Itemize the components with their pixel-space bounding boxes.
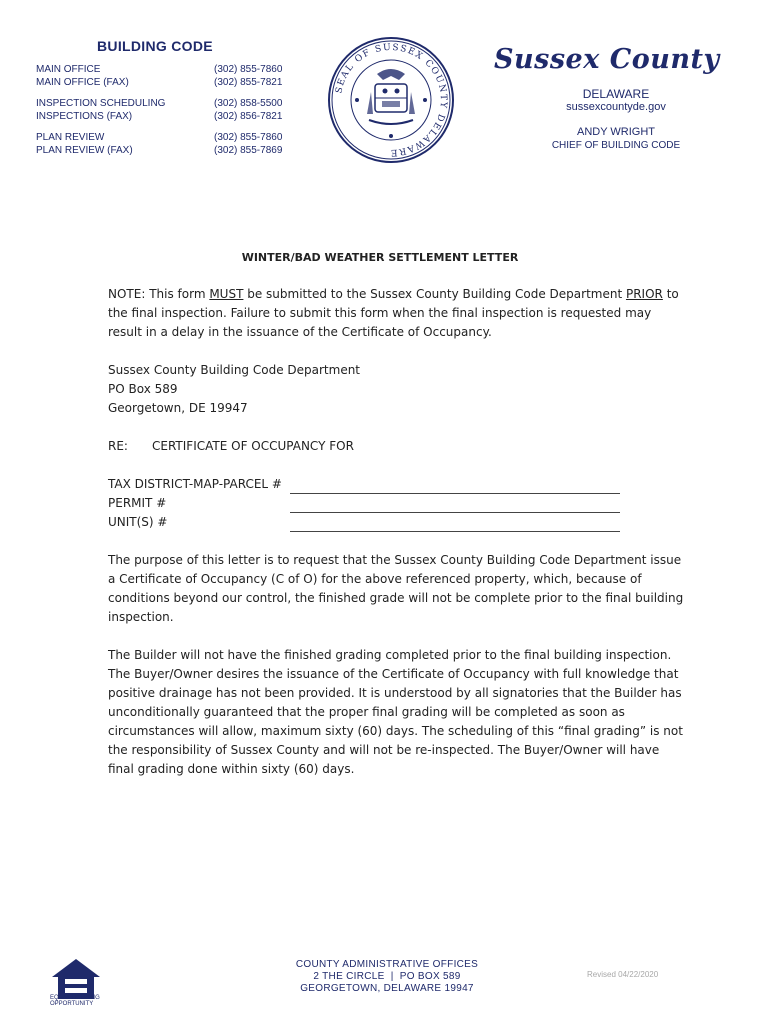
field-tax-parcel <box>108 475 688 494</box>
field-label: PERMIT # <box>108 496 167 510</box>
footer-address <box>270 959 504 995</box>
letter-body <box>108 248 688 798</box>
mailing-address <box>108 361 688 418</box>
address-line: PO Box 589 <box>108 382 178 396</box>
contact-label: MAIN OFFICE <box>36 64 101 75</box>
field-label: UNIT(S) # <box>108 515 168 529</box>
contact-number: (302) 855-7869 <box>214 144 283 156</box>
contact-group-plan-review <box>36 132 286 157</box>
contact-label: MAIN OFFICE (FAX) <box>36 76 129 88</box>
contact-group-main <box>36 64 286 89</box>
note-suffix: to the final inspection. Failure to submit this form when the final inspection is requested may result in a delay in the issuance of the Certificate of Occupancy. <box>108 287 679 339</box>
contact-row <box>36 98 286 111</box>
contact-number: (302) 855-7821 <box>214 76 283 88</box>
field-label: TAX DISTRICT-MAP-PARCEL # <box>108 477 282 491</box>
contact-group-inspections <box>36 98 286 123</box>
county-info <box>536 88 696 152</box>
state-name: DELAWARE <box>582 87 650 101</box>
contact-number: (302) 855-7860 <box>214 64 283 75</box>
property-fields <box>108 475 688 532</box>
builder-paragraph: The Builder will not have the finished grading completed prior to the final building inspection. The Buyer/Owner desires the issuance of the Certificate of Occupancy with full knowledge that positive drainage has not been provided. It is understood by all signatories that the Builder has unconditionally guaranteed that the proper final grading will be completed as soon as circumstances will allow, maximum sixty (60) days. The scheduling of this “final grading” is not the responsibility of Sussex County and will not be re-inspected. The Buyer/Owner will have final grading done within sixty (60) days. <box>108 648 683 776</box>
note-paragraph <box>108 285 688 342</box>
re-line <box>108 437 688 456</box>
county-seal-icon <box>327 36 455 164</box>
contact-row <box>36 111 286 124</box>
field-permit <box>108 494 688 513</box>
tax-parcel-input-line[interactable] <box>290 481 620 494</box>
address-line: Georgetown, DE 19947 <box>108 401 248 415</box>
contact-row <box>36 145 286 158</box>
note-must: MUST <box>209 287 244 301</box>
contact-row <box>36 132 286 145</box>
note-prefix: NOTE: This form <box>108 287 210 301</box>
county-logo-text: Sussex County <box>494 44 720 75</box>
contact-label: INSPECTION SCHEDULING <box>36 98 166 109</box>
equal-housing-text: EQUAL HOUSING OPPORTUNITY <box>50 995 100 1007</box>
official-name: ANDY WRIGHT <box>576 126 656 138</box>
contact-label: PLAN REVIEW <box>36 132 105 143</box>
official-title: CHIEF OF BUILDING CODE <box>551 140 681 151</box>
units-input-line[interactable] <box>290 519 620 532</box>
purpose-paragraph: The purpose of this letter is to request that the Sussex County Building Code Department issue a Certificate of Occupancy (C of O) for the above referenced property, which, because of conditions beyond our control, the finished grade will not be complete prior to the final building inspection. <box>108 553 684 624</box>
footer-line: GEORGETOWN, DELAWARE 19947 <box>300 983 474 994</box>
field-units <box>108 513 688 532</box>
contact-label: INSPECTIONS (FAX) <box>36 110 133 122</box>
re-text: CERTIFICATE OF OCCUPANCY FOR <box>152 439 354 453</box>
footer-line: 2 THE CIRCLE | PO BOX 589 <box>313 971 461 982</box>
contact-list <box>36 64 286 166</box>
contact-number: (302) 855-7860 <box>214 132 283 143</box>
contact-number: (302) 856-7821 <box>214 110 283 122</box>
re-label: RE: <box>108 439 128 453</box>
contact-number: (302) 858-5500 <box>214 98 283 109</box>
contact-row <box>36 77 286 90</box>
revision-date: Revised 04/22/2020 <box>587 970 659 979</box>
contact-label: PLAN REVIEW (FAX) <box>36 144 133 156</box>
seal-text: SEAL OF SUSSEX COUNTY DELAWARE <box>334 42 449 158</box>
department-title: BUILDING CODE <box>97 38 213 54</box>
address-line: Sussex County Building Code Department <box>108 363 361 377</box>
note-mid: be submitted to the Sussex County Building Code Department <box>243 287 626 301</box>
letter-title: WINTER/BAD WEATHER SETTLEMENT LETTER <box>241 251 519 264</box>
note-prior: PRIOR <box>625 287 663 301</box>
footer-line: COUNTY ADMINISTRATIVE OFFICES <box>295 959 479 970</box>
contact-row <box>36 64 286 77</box>
county-website: sussexcountyde.gov <box>566 101 666 113</box>
permit-input-line[interactable] <box>290 500 620 513</box>
